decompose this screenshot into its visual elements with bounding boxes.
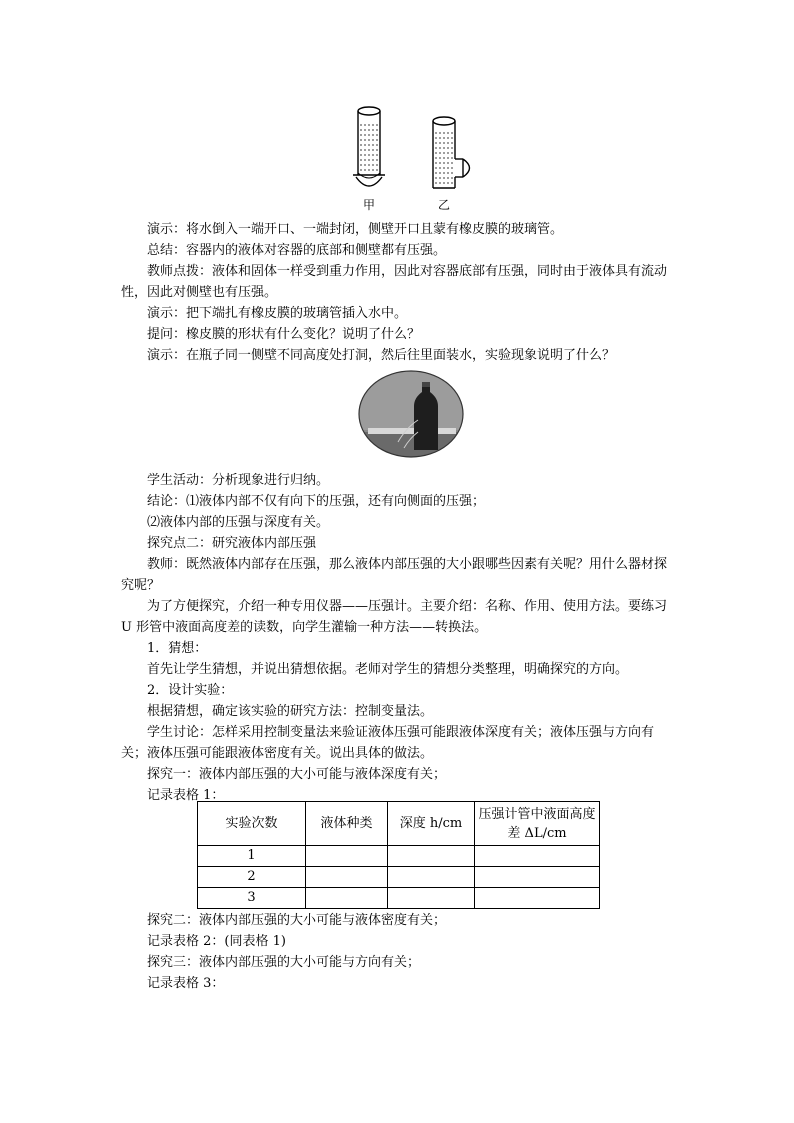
table-header-row [198, 802, 600, 846]
paragraph: ⑵液体内部的压强与深度有关。 [147, 515, 330, 530]
tube-jia [353, 107, 385, 186]
table-cell [475, 867, 600, 888]
paragraph: 探究点二：研究液体内部压强 [147, 536, 317, 551]
paragraph: 提问：橡皮膜的形状有什么变化？说明了什么？ [147, 327, 421, 342]
table-row [198, 867, 600, 888]
caption-jia: 甲 [362, 198, 376, 212]
table-header: 压强计管中液面高度差 ΔL/cm [475, 802, 600, 846]
paragraph: 教师：既然液体内部存在压强，那么液体内部压强的大小跟哪些因素有关呢？用什么器材探究呢？ [121, 557, 668, 593]
table-cell [388, 867, 475, 888]
table-cell: 3 [198, 888, 306, 909]
table-cell: 1 [198, 846, 306, 867]
paragraph: 学生讨论：怎样采用控制变量法来验证液体压强可能跟液体深度有关；液体压强与方向有关；液体压强可能跟液体密度有关。说出具体的做法。 [121, 725, 655, 761]
table-cell [475, 846, 600, 867]
table-row [198, 846, 600, 867]
paragraph: 2．设计实验： [147, 683, 234, 698]
text-block-a [121, 219, 676, 366]
paragraph: 结论：⑴液体内部不仅有向下的压强，还有向侧面的压强； [147, 494, 486, 509]
glass-tubes-figure [340, 103, 480, 215]
paragraph: 演示：将水倒入一端开口、一端封闭，侧壁开口且蒙有橡皮膜的玻璃管。 [147, 222, 564, 237]
paragraph: 演示：在瓶子同一侧壁不同高度处打洞，然后往里面装水，实验现象说明了什么？ [147, 348, 616, 363]
text-block-b [121, 470, 676, 806]
paragraph: 1．猜想： [147, 641, 208, 656]
table-cell [388, 888, 475, 909]
paragraph: 记录表格 3： [147, 976, 225, 991]
paragraph: 为了方便探究，介绍一种专用仪器——压强计。主要介绍：名称、作用、使用方法。要练习 U 形管中液面高度差的读数，向学生灌输一种方法——转换法。 [121, 599, 668, 635]
paragraph: 学生活动：分析现象进行归纳。 [147, 473, 330, 488]
table-header: 深度 h/cm [388, 802, 475, 846]
table-header: 液体种类 [306, 802, 388, 846]
paragraph: 演示：把下端扎有橡皮膜的玻璃管插入水中。 [147, 306, 408, 321]
paragraph: 探究一：液体内部压强的大小可能与液体深度有关； [147, 767, 447, 782]
table-cell: 2 [198, 867, 306, 888]
table-cell [388, 846, 475, 867]
table-row [198, 888, 600, 909]
paragraph: 教师点拨：液体和固体一样受到重力作用，因此对容器底部有压强，同时由于液体具有流动性，因此对侧壁也有压强。 [121, 264, 668, 300]
text-block-c [121, 910, 676, 994]
table-cell [475, 888, 600, 909]
table-cell [306, 867, 388, 888]
caption-yi: 乙 [437, 198, 451, 212]
paragraph: 总结：容器内的液体对容器的底部和侧壁都有压强。 [147, 243, 447, 258]
paragraph: 记录表格 2：(同表格 1) [147, 934, 286, 949]
table-cell [306, 888, 388, 909]
tube-yi [433, 117, 470, 188]
paragraph: 记录表格 1： [147, 788, 225, 803]
paragraph: 探究三：液体内部压强的大小可能与方向有关； [147, 955, 421, 970]
paragraph: 首先让学生猜想，并说出猜想依据。老师对学生的猜想分类整理，明确探究的方向。 [147, 662, 629, 677]
table-cell [306, 846, 388, 867]
paragraph: 根据猜想，确定该实验的研究方法：控制变量法。 [147, 704, 434, 719]
paragraph: 探究二：液体内部压强的大小可能与液体密度有关； [147, 913, 447, 928]
table-header: 实验次数 [198, 802, 306, 846]
bottle-photo [358, 370, 464, 458]
record-table-1 [197, 801, 600, 909]
